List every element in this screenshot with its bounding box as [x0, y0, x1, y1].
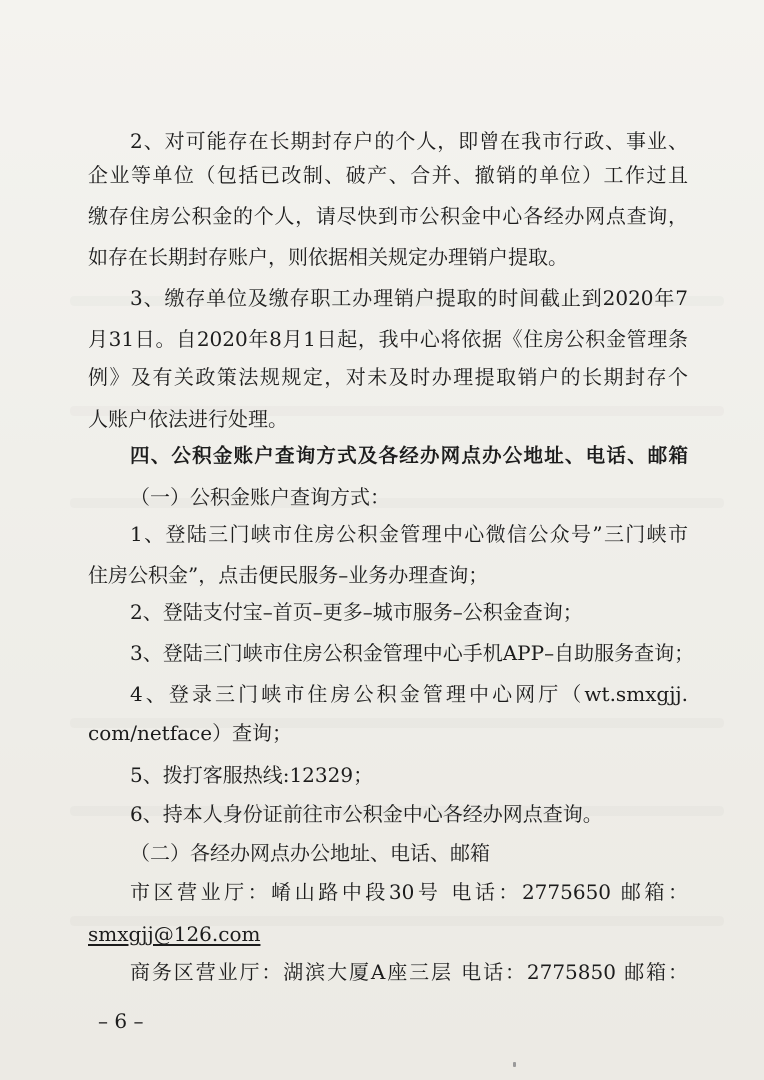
- text-line: 人账户依法进行处理。: [88, 407, 288, 431]
- email-link[interactable]: smxgjj@126.com: [88, 922, 261, 946]
- text-line: 如存在长期封存账户，则依据相关规定办理销户提取。: [88, 245, 568, 269]
- section-heading: 四、公积金账户查询方式及各经办网点办公地址、电话、邮箱: [130, 444, 688, 467]
- text-line: 2、登陆支付宝–首页–更多–城市服务–公积金查询；: [130, 600, 583, 624]
- page-number: – 6 –: [98, 1009, 144, 1033]
- text-line: 缴存住房公积金的个人，请尽快到市公积金中心各经办网点查询，: [88, 204, 688, 228]
- text-line: 6、持本人身份证前往市公积金中心各经办网点查询。: [130, 802, 603, 826]
- text-line: 住房公积金”，点击便民服务–业务办理查询；: [88, 563, 489, 587]
- text-line: 3、登陆三门峡市住房公积金管理中心手机APP–自助服务查询；: [130, 641, 695, 665]
- text-line: 3、缴存单位及缴存职工办理销户提取的时间截止到2020年7: [130, 286, 688, 310]
- scan-speck: [513, 1062, 516, 1067]
- text-line: 企业等单位（包括已改制、破产、合并、撤销的单位）工作过且: [88, 163, 688, 187]
- text-line: 2、对可能存在长期封存户的个人，即曾在我市行政、事业、: [130, 129, 688, 153]
- text-line: 1、登陆三门峡市住房公积金管理中心微信公众号”三门峡市: [130, 522, 688, 546]
- subsection-heading: （二）各经办网点办公地址、电话、邮箱: [130, 841, 490, 865]
- text-line: 4、登录三门峡市住房公积金管理中心网厅（wt.smxgjj.: [130, 682, 688, 706]
- text-line: 例》及有关政策法规规定，对未及时办理提取销户的长期封存个: [88, 365, 688, 389]
- text-line: 5、拨打客服热线:12329；: [130, 763, 374, 787]
- text-line: 月31日。自2020年8月1日起，我中心将依据《住房公积金管理条: [88, 327, 688, 351]
- text-line: com/netface）查询；: [88, 721, 293, 745]
- subsection-heading: （一）公积金账户查询方式：: [130, 485, 390, 509]
- text-line: 商务区营业厅：湖滨大厦A座三层 电话：2775850 邮箱：: [130, 960, 688, 984]
- text-line: 市区营业厅：崤山路中段30号 电话：2775650 邮箱：: [130, 880, 688, 904]
